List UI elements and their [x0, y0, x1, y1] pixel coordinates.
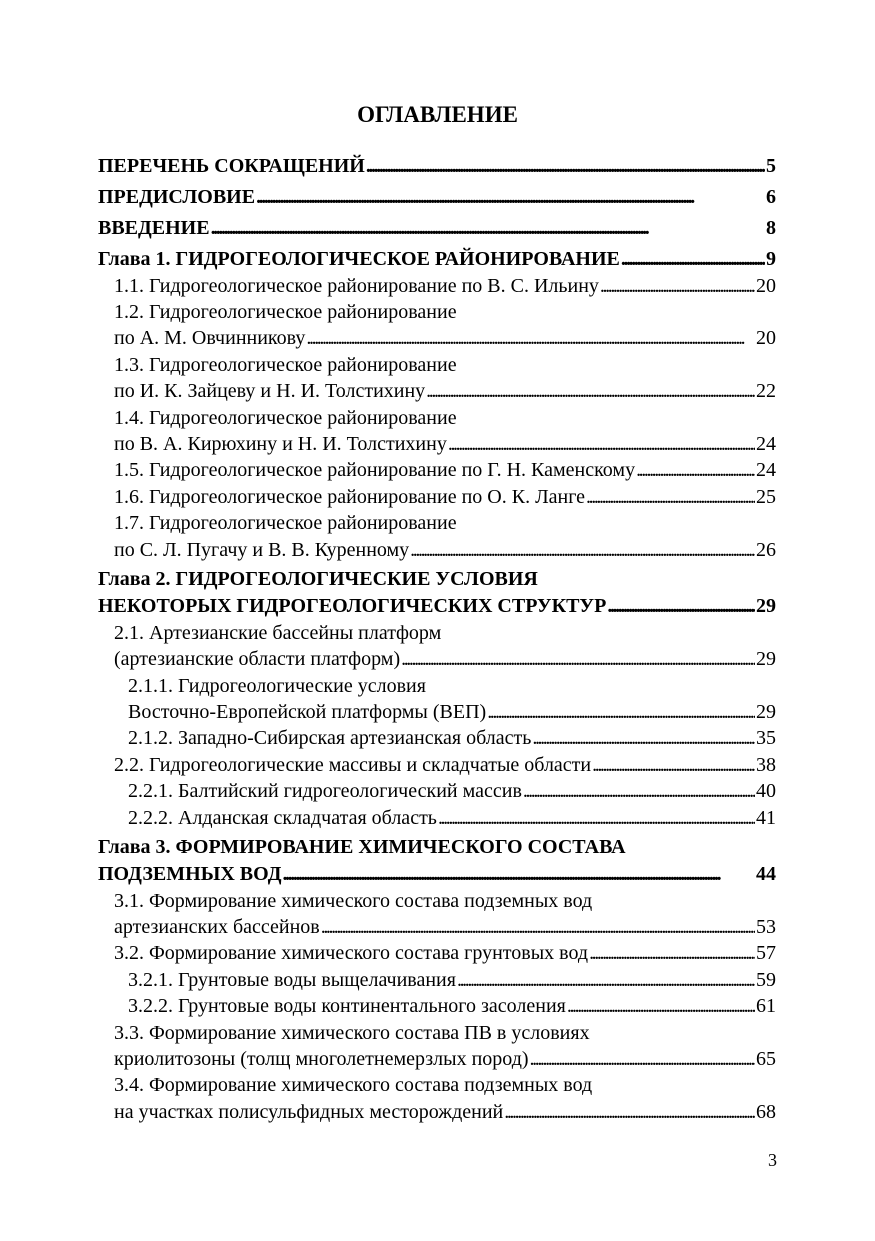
- toc-entry-page: 24: [756, 459, 776, 481]
- toc-entry-title: 1.7. Гидрогеологическое районирование: [114, 512, 457, 534]
- toc-entry-page: 24: [756, 433, 776, 455]
- toc-entry-title-cont: по С. Л. Пугачу и В. В. Куренному: [114, 539, 410, 561]
- toc-entry-title-cont: НЕКОТОРЫХ ГИДРОГЕОЛОГИЧЕСКИХ СТРУКТУР: [98, 595, 607, 617]
- toc-entry-page: 9: [766, 248, 776, 270]
- dot-leader: [457, 967, 755, 994]
- toc-entry-3-2-2: [128, 993, 776, 1020]
- toc-entry-page: 44: [756, 863, 776, 885]
- dot-leader: [523, 778, 755, 805]
- dot-leader: [530, 1046, 755, 1073]
- toc-entry-chapter-2: [98, 593, 776, 620]
- page-title: ОГЛАВЛЕНИЕ: [357, 102, 518, 127]
- toc-entry-page: 38: [756, 754, 776, 776]
- toc-entry-page: 29: [756, 701, 776, 723]
- toc-entry-1-7-line1: [114, 510, 776, 537]
- toc-entry-title: Глава 1. ГИДРОГЕОЛОГИЧЕСКОЕ РАЙОНИРОВАНИЕ: [98, 248, 620, 270]
- toc-entry-preface: [98, 184, 776, 211]
- toc-entry-page: 8: [766, 217, 776, 239]
- dot-leader: [410, 537, 755, 564]
- toc-entry-page: 25: [756, 486, 776, 508]
- toc-entry-1-4-line1: [114, 405, 776, 432]
- toc-entry-3-2: [114, 940, 776, 967]
- toc-entry-page: 29: [756, 595, 776, 617]
- toc-entry-title-cont: Восточно-Европейской платформы (ВЕП): [128, 701, 487, 723]
- toc-entry-title: 3.2.2. Грунтовые воды континентального засоления: [128, 995, 566, 1017]
- dot-leader: [282, 861, 755, 888]
- dot-leader: [589, 940, 755, 967]
- toc-entry-title: 1.2. Гидрогеологическое районирование: [114, 301, 457, 323]
- toc-entry-title: 2.2.1. Балтийский гидрогеологический массив: [128, 780, 522, 802]
- toc-entry-title-cont: ПОДЗЕМНЫХ ВОД: [98, 863, 282, 885]
- dot-leader: [401, 646, 755, 673]
- toc-entry-1-1: [114, 273, 776, 300]
- toc-entry-title: Глава 3. ФОРМИРОВАНИЕ ХИМИЧЕСКОГО СОСТАВА: [98, 836, 626, 858]
- toc-entry-title-cont: артезианских бассейнов: [114, 916, 320, 938]
- dot-leader: [592, 752, 755, 779]
- toc-entry-1-5: [114, 457, 776, 484]
- toc-entry-3-1-line1: [114, 888, 776, 915]
- toc-entry-page: 6: [766, 186, 776, 208]
- toc-entry-1-3-line1: [114, 352, 776, 379]
- dot-leader: [600, 273, 755, 300]
- toc-entry-title: 1.4. Гидрогеологическое районирование: [114, 407, 457, 429]
- toc-entry-page: 35: [756, 727, 776, 749]
- toc-entry-page: 41: [756, 807, 776, 829]
- toc-entry-title: ПРЕДИСЛОВИЕ: [98, 186, 256, 208]
- toc-entry-page: 26: [756, 539, 776, 561]
- toc-entry-3-3-line1: [114, 1020, 776, 1047]
- toc-entry-chapter-3-line1: [98, 834, 776, 861]
- toc-entry-title-cont: по И. К. Зайцеву и Н. И. Толстихину: [114, 380, 426, 402]
- toc-entry-3-3: [114, 1046, 776, 1073]
- toc-entry-chapter-3: [98, 861, 776, 888]
- dot-leader: [586, 484, 755, 511]
- toc-entry-page: 20: [756, 327, 776, 349]
- toc-entry-3-4-line1: [114, 1072, 776, 1099]
- toc-entry-chapter-2-line1: [98, 566, 776, 593]
- toc-entry-title: 3.1. Формирование химического состава подземных вод: [114, 890, 593, 912]
- toc-entry-title: 3.3. Формирование химического состава ПВ в условиях: [114, 1022, 590, 1044]
- toc-entry-1-2: [114, 325, 776, 352]
- toc-entry-title: 2.2.2. Алданская складчатая область: [128, 807, 437, 829]
- toc-entry-title: 3.2.1. Грунтовые воды выщелачивания: [128, 969, 456, 991]
- toc-entry-page: 20: [756, 275, 776, 297]
- toc-entry-page: 40: [756, 780, 776, 802]
- dot-leader: [607, 593, 755, 620]
- toc-entry-introduction: [98, 215, 776, 242]
- dot-leader: [532, 725, 755, 752]
- dot-leader: [256, 184, 765, 211]
- toc-entry-page: 59: [756, 969, 776, 991]
- toc-entry-1-6: [114, 484, 776, 511]
- toc-entry-chapter-1: [98, 246, 776, 273]
- toc-entry-title: 2.1. Артезианские бассейны платформ: [114, 622, 442, 644]
- toc-entry-abbreviations: [98, 153, 776, 180]
- toc-entry-page: 68: [756, 1101, 776, 1123]
- dot-leader: [448, 431, 755, 458]
- toc-entry-3-4: [114, 1099, 776, 1126]
- dot-leader: [366, 153, 765, 180]
- toc-entry-title-cont: криолитозоны (толщ многолетнемерзлых пород): [114, 1048, 529, 1070]
- toc-entry-title: 2.1.2. Западно-Сибирская артезианская область: [128, 727, 532, 749]
- toc-entry-title: 3.2. Формирование химического состава грунтовых вод: [114, 942, 589, 964]
- dot-leader: [321, 914, 755, 941]
- toc-entry-title-cont: на участках полисульфидных месторождений: [114, 1101, 504, 1123]
- toc-entry-1-7: [114, 537, 776, 564]
- dot-leader: [636, 457, 755, 484]
- toc-entry-2-2: [114, 752, 776, 779]
- toc-entry-2-1: [114, 646, 776, 673]
- toc-entry-page: 65: [756, 1048, 776, 1070]
- toc-entry-page: 61: [756, 995, 776, 1017]
- dot-leader: [211, 215, 765, 242]
- toc-entry-title: 2.2. Гидрогеологические массивы и складчатые области: [114, 754, 592, 776]
- toc-entry-title-cont: по А. М. Овчинникову: [114, 327, 306, 349]
- dot-leader: [438, 805, 755, 832]
- toc-entry-page: 57: [756, 942, 776, 964]
- toc-entry-1-4: [114, 431, 776, 458]
- page-number: 3: [768, 1150, 777, 1170]
- dot-leader: [487, 699, 755, 726]
- dot-leader: [426, 378, 755, 405]
- toc-entry-title-cont: (артезианские области платформ): [114, 648, 401, 670]
- toc-entry-1-3: [114, 378, 776, 405]
- dot-leader: [621, 246, 765, 273]
- toc-entry-title: 1.6. Гидрогеологическое районирование по О. К. Ланге: [114, 486, 586, 508]
- toc-entry-page: 22: [756, 380, 776, 402]
- toc-entry-page: 53: [756, 916, 776, 938]
- toc-entry-title: Глава 2. ГИДРОГЕОЛОГИЧЕСКИЕ УСЛОВИЯ: [98, 568, 538, 590]
- toc-entry-title: 1.1. Гидрогеологическое районирование по В. С. Ильину: [114, 275, 599, 297]
- toc-entry-2-1-line1: [114, 620, 776, 647]
- toc-entry-page: 29: [756, 648, 776, 670]
- toc-entry-title: ПЕРЕЧЕНЬ СОКРАЩЕНИЙ: [98, 155, 365, 177]
- toc-entry-title: 3.4. Формирование химического состава подземных вод: [114, 1074, 593, 1096]
- toc-entry-title-cont: по В. А. Кирюхину и Н. И. Толстихину: [114, 433, 447, 455]
- dot-leader: [504, 1099, 755, 1126]
- toc-entry-2-2-2: [128, 805, 776, 832]
- toc-entry-title: ВВЕДЕНИЕ: [98, 217, 210, 239]
- toc-entry-2-1-1: [128, 699, 776, 726]
- toc-entry-2-1-2: [128, 725, 776, 752]
- toc-entry-title: 1.5. Гидрогеологическое районирование по Г. Н. Каменскому: [114, 459, 636, 481]
- toc-entry-3-2-1: [128, 967, 776, 994]
- toc-entry-3-1: [114, 914, 776, 941]
- dot-leader: [567, 993, 755, 1020]
- toc-entry-page: 5: [766, 155, 776, 177]
- toc-entry-2-2-1: [128, 778, 776, 805]
- toc-entry-2-1-1-line1: [128, 673, 776, 700]
- dot-leader: [306, 325, 755, 352]
- toc-entry-1-2-line1: [114, 299, 776, 326]
- toc-entry-title: 1.3. Гидрогеологическое районирование: [114, 354, 457, 376]
- toc-entry-title: 2.1.1. Гидрогеологические условия: [128, 675, 426, 697]
